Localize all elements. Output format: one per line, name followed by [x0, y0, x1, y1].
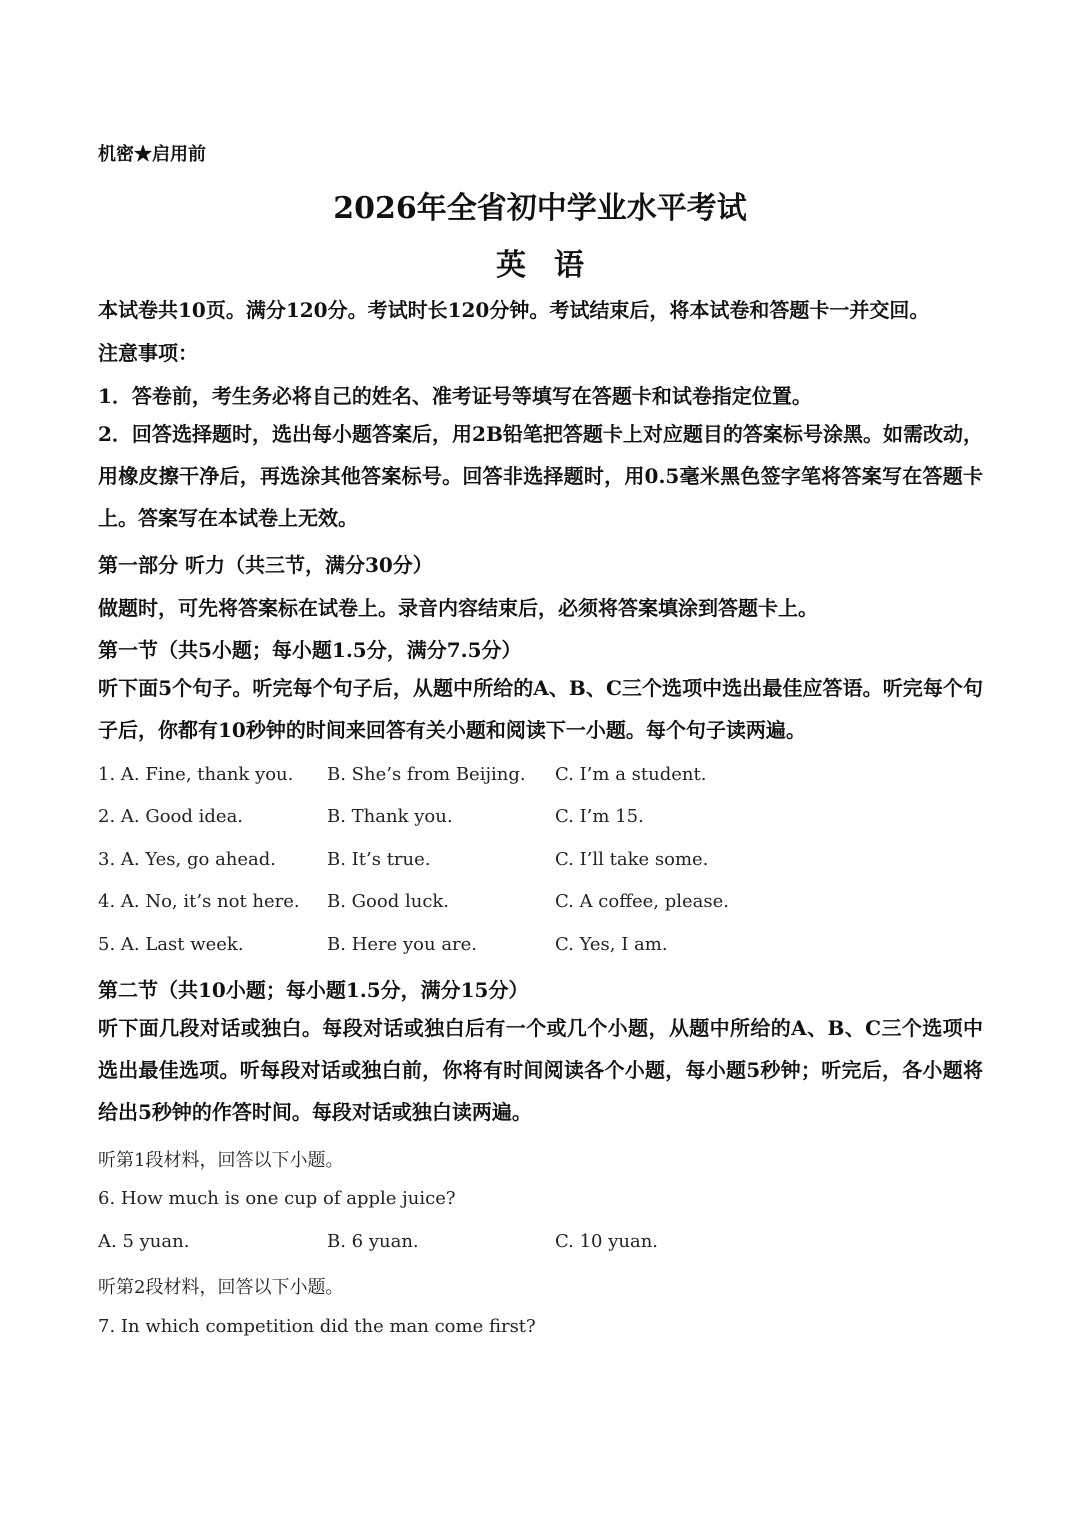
option-a: 4. A. No, it’s not here. [98, 891, 300, 912]
option-c: C. I’ll take some. [555, 849, 709, 870]
option-b: B. Thank you. [327, 806, 453, 827]
question-7: 7. In which competition did the man come first? [98, 1316, 536, 1337]
material-1-label: 听第1段材料，回答以下小题。 [98, 1150, 344, 1171]
subject-title: 英语 [496, 248, 612, 283]
part1-instruction: 做题时，可先将答案标在试卷上。录音内容结束后，必须将答案填涂到答题卡上。 [98, 596, 818, 620]
part1-heading: 第一部分 听力（共三节，满分30分） [98, 553, 433, 577]
exam-title: 2026年全省初中学业水平考试 [333, 191, 747, 226]
option-a: 1. A. Fine, thank you. [98, 764, 294, 785]
section2-heading: 第二节（共10小题；每小题1.5分，满分15分） [98, 978, 529, 1002]
question-6: 6. How much is one cup of apple juice? [98, 1188, 456, 1209]
option-b: B. It’s true. [327, 849, 431, 870]
option-a: 5. A. Last week. [98, 934, 244, 955]
exam-summary: 本试卷共10页。满分120分。考试时长120分钟。考试结束后，将本试卷和答题卡一并交回。 [98, 298, 930, 322]
notice-item-1: 1．答卷前，考生务必将自己的姓名、准考证号等填写在答题卡和试卷指定位置。 [98, 384, 812, 408]
section1-instruction: 听下面5个句子。听完每个句子后，从题中所给的A、B、C三个选项中选出最佳应答语。听完每个句子后，你都有10秒钟的时间来回答有关小题和阅读下一小题。每个句子读两遍。 [98, 676, 983, 742]
option-c: C. I’m a student. [555, 764, 707, 785]
material-2-label: 听第2段材料，回答以下小题。 [98, 1277, 344, 1298]
confidential-label: 机密★启用前 [98, 144, 206, 165]
option-b: B. Here you are. [327, 934, 478, 955]
option-c: C. I’m 15. [555, 806, 644, 827]
notice-heading: 注意事项： [98, 341, 198, 365]
notice-item-2: 2．回答选择题时，选出每小题答案后，用2B铅笔把答题卡上对应题目的答案标号涂黑。如需改动，用橡皮擦干净后，再选涂其他答案标号。回答非选择题时，用0.5毫米黑色签字笔将答案写在答题卡上。答案写在本试卷上无效。 [98, 422, 983, 530]
option-c: C. Yes, I am. [555, 934, 668, 955]
option-a: 3. A. Yes, go ahead. [98, 849, 277, 870]
option-c: C. A coffee, please. [555, 891, 730, 912]
option-b: B. Good luck. [327, 891, 450, 912]
section2-instruction: 听下面几段对话或独白。每段对话或独白后有一个或几个小题，从题中所给的A、B、C三个选项中选出最佳选项。听每段对话或独白前，你将有时间阅读各个小题，每小题5秒钟；听完后，各小题将给出5秒钟的作答时间。每段对话或独白读两遍。 [98, 1016, 983, 1124]
option-c: C. 10 yuan. [555, 1231, 659, 1252]
section1-heading: 第一节（共5小题；每小题1.5分，满分7.5分） [98, 638, 522, 662]
option-a: 2. A. Good idea. [98, 806, 244, 827]
option-a: A. 5 yuan. [98, 1231, 190, 1252]
option-b: B. She’s from Beijing. [327, 764, 526, 785]
option-b: B. 6 yuan. [327, 1231, 419, 1252]
